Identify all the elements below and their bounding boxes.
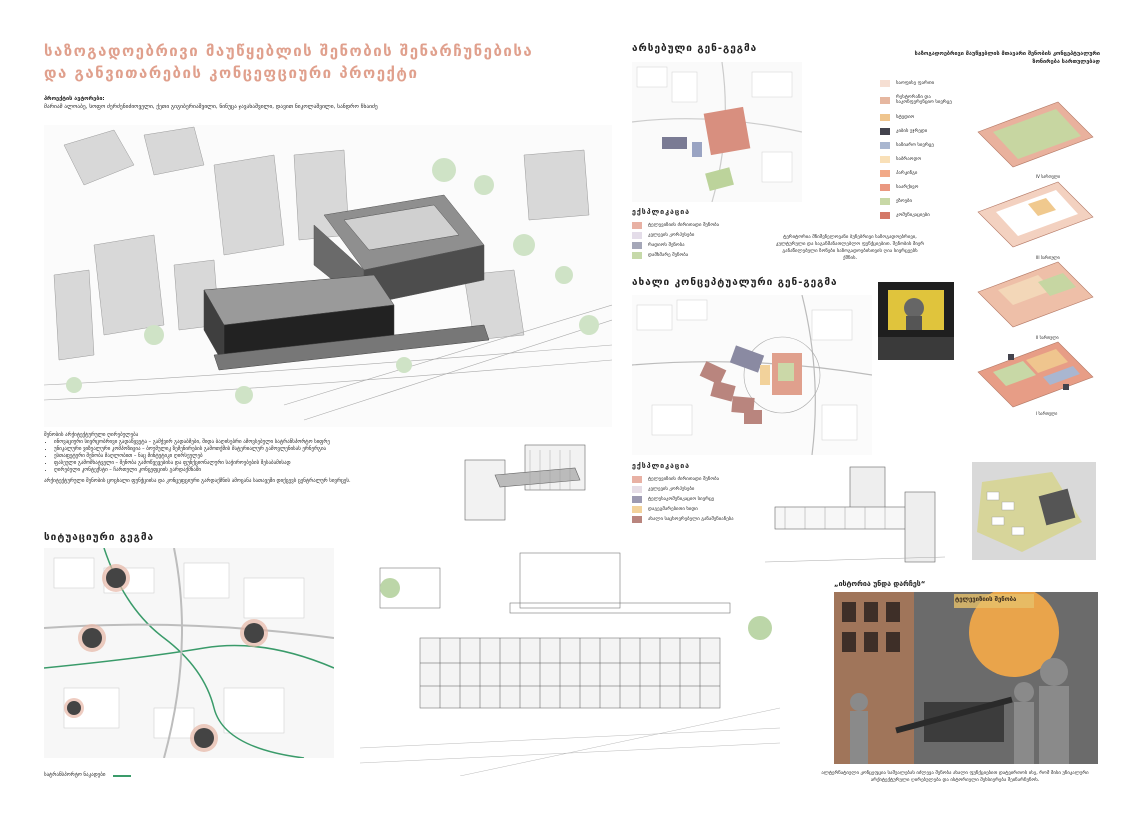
- floor-3: [978, 182, 1093, 247]
- description-intro: შენობის არქიტექტურული ღირებულება: [44, 432, 139, 438]
- zone-legend-item: სტუდიო: [880, 110, 970, 124]
- zone-legend-item: საარქივო: [880, 180, 970, 194]
- authors-heading: პროექტის ავტორები:: [44, 96, 105, 102]
- zone-legend-item: კომუნიკაციები: [880, 208, 970, 222]
- legend-1-heading: ექსპლიკაცია: [632, 208, 691, 216]
- zone-legend-item: კიბის უჯრედი: [880, 124, 970, 138]
- archival-map: [632, 62, 802, 202]
- zones-legend: [880, 76, 970, 222]
- legend-item: ტელევიზიის ძირითადი შენობა: [632, 474, 772, 484]
- title-line-1: საზოგადოებრივი მაუწყებლის შენობის შენარჩუნებისა: [44, 42, 534, 60]
- floor-label: IV სართული: [1036, 174, 1061, 179]
- zone-legend-item: საზიარო სივრცე: [880, 138, 970, 152]
- zone-legend-item: პარკინგი: [880, 166, 970, 180]
- page-title: [44, 40, 564, 84]
- description-bullet: • ესთაფეტური შენობა მაღლობით – ნაც მინტუტიკი ღირსეულებ: [54, 453, 444, 460]
- history-heading: „ისტორია უნდა დარჩეს“: [834, 580, 926, 588]
- situational-map: [44, 548, 334, 758]
- history-poster-title: ტელევიზიის შენობა: [955, 596, 1017, 603]
- description-outro: არქიტექტურული შენობის ცოცხალი ფუნქციისა და კონცეფციური გარდაქმნის ამოცანა სათავეში დიქცევს ცენტრალურ სივრცეს.: [44, 478, 351, 484]
- bridge-sketch: [455, 440, 610, 528]
- legend-item: ახალი საცხოვრებელი განაშენიანება: [632, 514, 772, 524]
- legend-item: კვლევის კორპუსები: [632, 230, 772, 240]
- floor-label: III სართული: [1036, 255, 1060, 260]
- legend-1: [632, 208, 772, 260]
- archival-heading: არსებული გენ-გეგმა: [632, 43, 758, 54]
- section-sketch: [765, 462, 945, 572]
- history-collage: [834, 592, 1098, 764]
- title-line-2: და განვითარების კონცეფციური პროექტი: [44, 64, 419, 82]
- zone-legend-item: ეზოები: [880, 194, 970, 208]
- legend-2: [632, 462, 772, 524]
- route-line: [113, 775, 131, 777]
- legend-2-heading: ექსპლიკაცია: [632, 462, 691, 470]
- floor-1: [978, 342, 1093, 407]
- legend-item: დაგეგმარებითი ხიდი: [632, 504, 772, 514]
- aerial-render: [44, 125, 612, 427]
- tv-photo: [878, 282, 954, 360]
- authors-names: მარიამ ალოაბე, სოფო ძერძენიძიოველი, ქეთი გიგიბერიაშვილი, ნინუცა ჯავახაშვილი, დავით ნიკოლაშვილი, სანდრო ჩხაიძე: [44, 104, 378, 110]
- legend-item: დამხმარე შენობა: [632, 250, 772, 260]
- legend-item: რადიოს შენობა: [632, 240, 772, 250]
- new-concept-map: [632, 295, 872, 455]
- legend-item: ტელევიზიის ძირითადი შენობა: [632, 220, 772, 230]
- situational-heading: სიტუაციური გეგმა: [44, 532, 155, 543]
- zone-legend-item: საოფისე ფართი: [880, 76, 970, 90]
- situational-legend-label: სატრანსპორტო ნაკადები: [44, 772, 106, 778]
- zones-heading: საზოგადოებრივი მაუწყებლის მთავარი შენობის კონცეპტუალური ზონირება სართულებად: [914, 51, 1100, 65]
- floor-label: II სართული: [1036, 335, 1059, 340]
- zone-legend-item: რესტორანი და საკონფერენციო სივრცე: [880, 90, 970, 110]
- new-concept-heading: ახალი კონცეპტუალური გენ-გეგმა: [632, 277, 838, 288]
- legend-item: კვლევის კორპუსები: [632, 484, 772, 494]
- zone-legend-item: საბრაოდო: [880, 152, 970, 166]
- situational-legend: [44, 772, 131, 779]
- legend-item: ტელესაკომუნიკაციო სივრცე: [632, 494, 772, 504]
- radio-plot: [662, 137, 687, 149]
- description-bullet: • ფასეული გამომხატველი – შენობა გამოწვევებისა და ფუნქციონალური საჭიროებების შესაბამისად: [54, 460, 444, 467]
- floor-label: I სართული: [1036, 411, 1058, 416]
- authors-block: [44, 95, 564, 111]
- description-bullet: • ღირებული კონტექსტი – ჩართული კონცეფციის გარდაქმნაში: [54, 467, 444, 474]
- description-bullet: • ინოვაციური სივრცობრივი გადაწყვეტა – გამჭვირ გადაბმები, შიდა ბაღისებრი ამოვსებული სატრანსპორტო სიფრე: [54, 439, 444, 446]
- description-bullet: • უნიკალური ვიზუალური კომპოზიცია – ბოუმულიკ ზემენირების გამოთქმის მატერიალურ გამოვლენისას ერნერგია: [54, 446, 444, 453]
- site-3d: [972, 462, 1096, 560]
- floor-2: [978, 262, 1093, 327]
- floor-stack: [968, 92, 1098, 422]
- history-caption: ალტერნატიული კონცეფცია საშუალებას იძლევა შენობა ახალი ფუნქციებით დატვირთოს ისე, რომ მისი უნიკალური არქიტექტურული ღირებულება და ისტორიული მეხსიერება შეინარჩუნოს.: [821, 771, 1089, 783]
- tv-main-plot: [704, 107, 751, 155]
- zones-note: ტერიტორია მნიშვნელოვანი ბუნებრივი საზოგადოებრივი, კულტურული და საგანმანათლებლო ფუნქციებით. შენობის მიერ განაწილებული ზონები საზოგადოებისთვის ღია სივრცეებს ქმნის.: [775, 235, 925, 261]
- perspective-sketch: [360, 548, 780, 776]
- floor-4: [978, 102, 1093, 167]
- description-block: [44, 432, 444, 485]
